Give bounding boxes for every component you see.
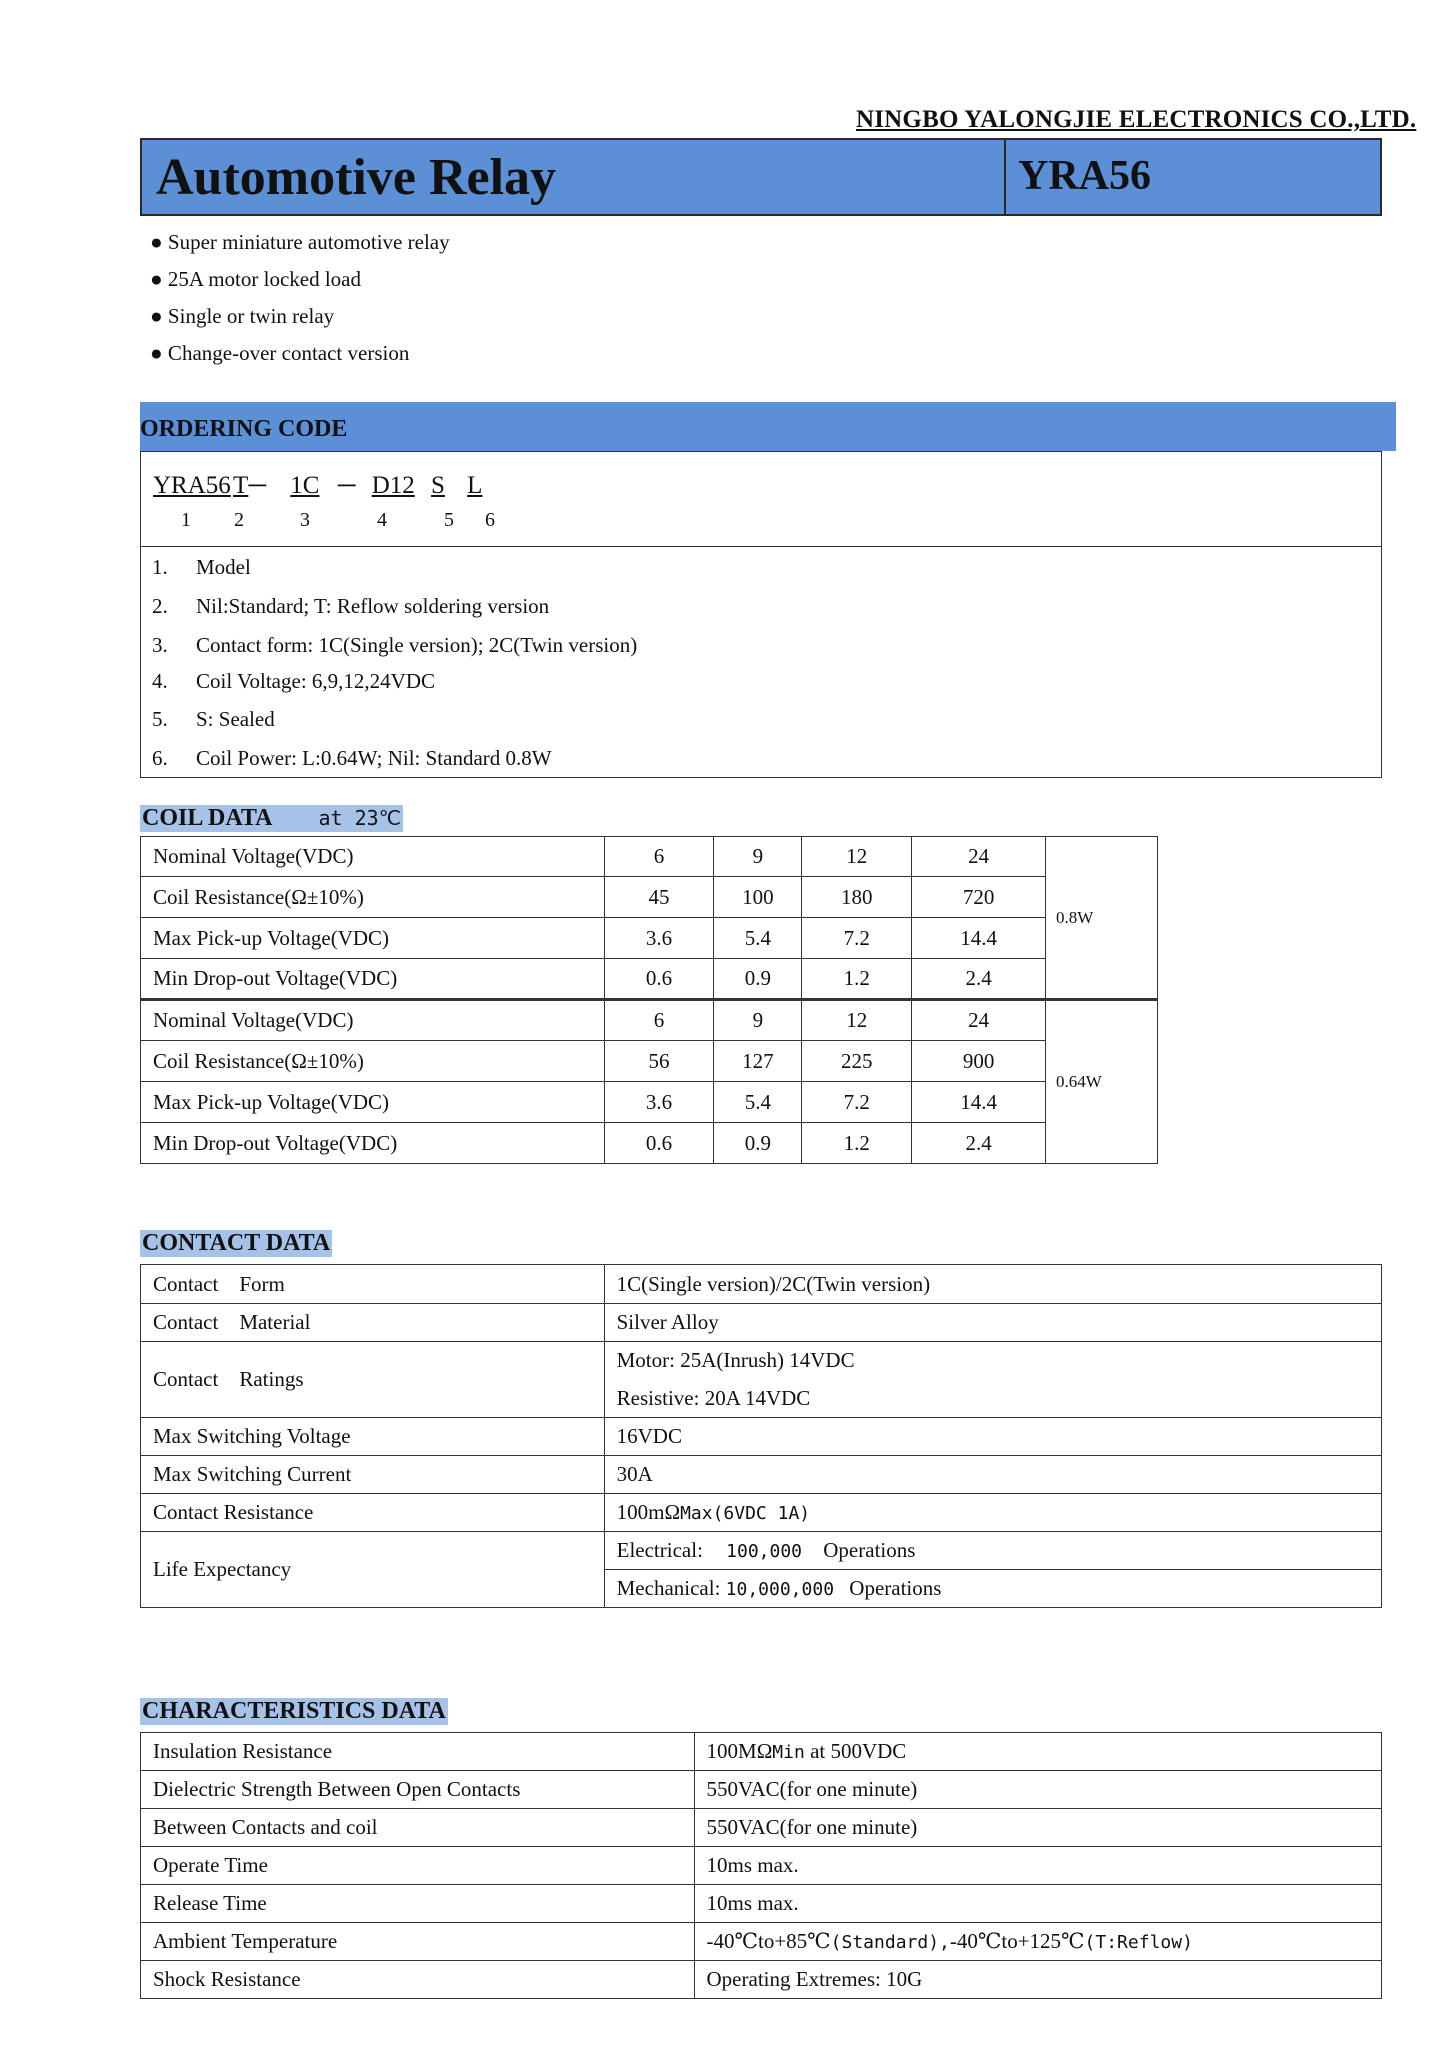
code-index: 2: [234, 509, 244, 531]
coil-data-heading: COIL DATA at 23℃: [142, 805, 402, 831]
table-row: Mechanical: 10,000,000 Operations: [141, 1570, 1382, 1608]
code-part-6: L: [467, 472, 483, 499]
code-part-4: D12: [371, 472, 415, 499]
list-item: 2. Nil:Standard; T: Reflow soldering version: [152, 594, 550, 618]
coil-power-value: 0.8W: [1046, 837, 1158, 1000]
table-row: Shock Resistance Operating Extremes: 10G: [141, 1961, 1382, 1999]
table-row: Operate Time 10ms max.: [141, 1847, 1382, 1885]
company-name: NINGBO YALONGJIE ELECTRONICS CO.,LTD.: [856, 106, 1417, 133]
code-part-1: YRA56: [153, 472, 231, 499]
contact-data-table: [140, 1264, 1382, 1608]
table-row: Max Switching Current 30A: [141, 1456, 1382, 1494]
ordering-code-box: [140, 451, 1382, 547]
code-dash: ─: [337, 472, 356, 499]
code-index: 5: [444, 509, 454, 531]
ordering-code-string: [153, 472, 482, 500]
list-item: ● Super miniature automotive relay: [150, 230, 450, 254]
code-index: 1: [181, 509, 191, 531]
list-item: ● Change-over contact version: [150, 341, 410, 365]
table-row: Min Drop-out Voltage(VDC) 0.6 0.9 1.2 2.4: [141, 1123, 1158, 1164]
coil-power-value: 0.64W: [1046, 1000, 1158, 1164]
list-item: 5. S: Sealed: [152, 707, 275, 731]
table-row: Max Pick-up Voltage(VDC) 3.6 5.4 7.2 14.4: [141, 918, 1158, 959]
page-title: Automotive Relay: [156, 149, 557, 206]
table-row: Coil Resistance(Ω±10%) 56 127 225 900: [141, 1041, 1158, 1082]
list-item: ● 25A motor locked load: [150, 267, 361, 291]
title-bar: [140, 138, 1382, 216]
list-item: 6. Coil Power: L:0.64W; Nil: Standard 0.8W: [152, 746, 552, 770]
table-row: Coil Resistance(Ω±10%) 45 100 180 720: [141, 877, 1158, 918]
model-number: YRA56: [1018, 153, 1151, 199]
table-row: Max Pick-up Voltage(VDC) 3.6 5.4 7.2 14.4: [141, 1082, 1158, 1123]
table-row: Release Time 10ms max.: [141, 1885, 1382, 1923]
coil-temperature: at 23℃: [318, 806, 402, 830]
table-row: Contact Ratings Motor: 25A(Inrush) 14VDC: [141, 1342, 1382, 1380]
table-row: Life Expectancy Electrical: 100,000 Operations: [141, 1532, 1382, 1570]
title-divider: [1004, 140, 1006, 214]
table-row: Contact Form 1C(Single version)/2C(Twin version): [141, 1265, 1382, 1304]
code-index: 4: [377, 509, 387, 531]
code-dash: ─: [248, 472, 267, 499]
ordering-code-header: [140, 402, 1396, 451]
contact-data-heading: CONTACT DATA: [142, 1230, 331, 1256]
list-item: 1. Model: [152, 555, 251, 579]
section-title: ORDERING CODE: [140, 416, 348, 442]
table-row: Contact Resistance 100mΩMax(6VDC 1A): [141, 1494, 1382, 1532]
code-part-5: S: [431, 472, 445, 499]
table-row: Min Drop-out Voltage(VDC) 0.6 0.9 1.2 2.4: [141, 959, 1158, 1000]
characteristics-data-heading: CHARACTERISTICS DATA: [142, 1698, 446, 1724]
table-row: Resistive: 20A 14VDC: [141, 1380, 1382, 1418]
table-row: Insulation Resistance 100MΩMin at 500VDC: [141, 1733, 1382, 1771]
table-row: Nominal Voltage(VDC) 6 9 12 24 0.8W: [141, 837, 1158, 877]
code-index: 6: [485, 509, 495, 531]
feature-list: [150, 224, 450, 372]
list-item: ● Single or twin relay: [150, 304, 335, 328]
characteristics-data-table: [140, 1732, 1382, 1999]
table-row: Nominal Voltage(VDC) 6 9 12 24 0.64W: [141, 1000, 1158, 1041]
list-item: 4. Coil Voltage: 6,9,12,24VDC: [152, 669, 435, 693]
list-item: 3. Contact form: 1C(Single version); 2C(Twin version): [152, 633, 638, 657]
ordering-code-legend: [140, 546, 1382, 778]
code-index: 3: [300, 509, 310, 531]
table-row: Contact Material Silver Alloy: [141, 1304, 1382, 1342]
code-part-3: 1C: [290, 472, 320, 499]
table-row: Between Contacts and coil 550VAC(for one minute): [141, 1809, 1382, 1847]
code-part-2: T: [233, 472, 249, 499]
table-row: Max Switching Voltage 16VDC: [141, 1418, 1382, 1456]
table-row: Dielectric Strength Between Open Contacts 550VAC(for one minute): [141, 1771, 1382, 1809]
table-row: Ambient Temperature -40℃to+85℃(Standard),-40℃to+125℃(T:Reflow): [141, 1923, 1382, 1961]
coil-data-table: [140, 836, 1158, 1164]
